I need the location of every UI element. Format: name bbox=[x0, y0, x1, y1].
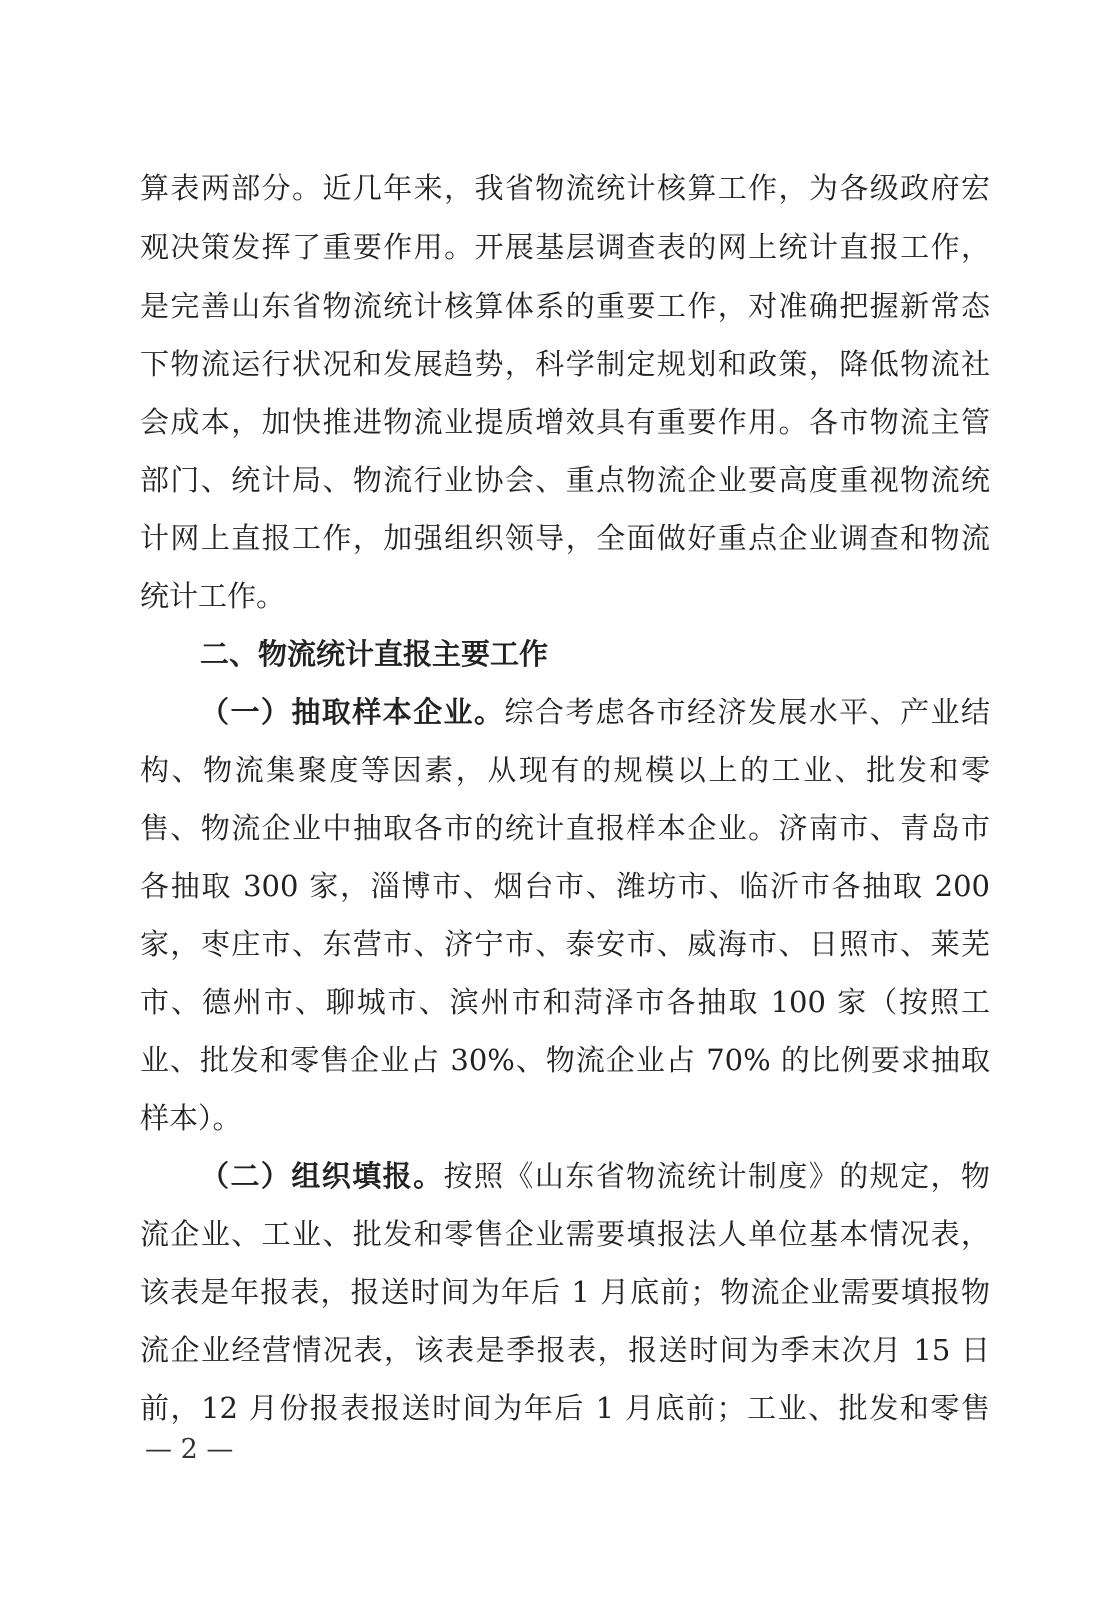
subsection-2-first-line bbox=[200, 1154, 990, 1198]
subsection-1-label: （一）抽取样本企业。 bbox=[200, 695, 505, 729]
subsection-1-line-4: 各抽取 300 家，淄博市、烟台市、潍坊市、临沂市各抽取 200 bbox=[140, 869, 990, 903]
paragraph-1-line-8: 统计工作。 bbox=[140, 579, 286, 613]
paragraph-1-line-5: 会成本，加快推进物流业提质增效具有重要作用。各市物流主管 bbox=[140, 405, 990, 439]
subsection-2-line-5: 前，12 月份报表报送时间为年后 1 月底前；工业、批发和零售 bbox=[140, 1391, 990, 1425]
section-heading: 二、物流统计直报主要工作 bbox=[200, 637, 549, 671]
paragraph-1-line-3: 是完善山东省物流统计核算体系的重要工作，对准确把握新常态 bbox=[140, 289, 990, 323]
subsection-1-line-3: 售、物流企业中抽取各市的统计直报样本企业。济南市、青岛市 bbox=[140, 811, 990, 845]
subsection-1-line-8: 样本）。 bbox=[140, 1101, 242, 1135]
subsection-2-line-2: 流企业、工业、批发和零售企业需要填报法人单位基本情况表， bbox=[140, 1217, 990, 1251]
subsection-1-line-2: 构、物流集聚度等因素，从现有的规模以上的工业、批发和零 bbox=[140, 753, 990, 787]
subsection-2-label: （二）组织填报。 bbox=[200, 1159, 444, 1193]
subsection-1-first-line bbox=[200, 690, 990, 734]
subsection-1-line-6: 市、德州市、聊城市、滨州市和菏泽市各抽取 100 家（按照工 bbox=[140, 985, 990, 1019]
subsection-2-line-3: 该表是年报表，报送时间为年后 1 月底前；物流企业需要填报物 bbox=[140, 1275, 990, 1309]
paragraph-1-line-2: 观决策发挥了重要作用。开展基层调查表的网上统计直报工作， bbox=[140, 230, 990, 264]
paragraph-1-line-1: 算表两部分。近几年来，我省物流统计核算工作，为各级政府宏 bbox=[140, 171, 990, 205]
subsection-1-first-line-text: 综合考虑各市经济发展水平、产业结 bbox=[504, 695, 990, 729]
subsection-2-line-4: 流企业经营情况表，该表是季报表，报送时间为季末次月 15 日 bbox=[140, 1333, 990, 1367]
subsection-1-line-5: 家，枣庄市、东营市、济宁市、泰安市、威海市、日照市、莱芜 bbox=[140, 927, 990, 961]
paragraph-1-line-7: 计网上直报工作，加强组织领导，全面做好重点企业调查和物流 bbox=[140, 521, 990, 555]
paragraph-1-line-6: 部门、统计局、物流行业协会、重点物流企业要高度重视物流统 bbox=[140, 463, 990, 497]
subsection-1-line-7: 业、批发和零售企业占 30%、物流企业占 70% 的比例要求抽取 bbox=[140, 1043, 990, 1077]
page-number: — 2 — bbox=[145, 1434, 234, 1465]
paragraph-1-line-4: 下物流运行状况和发展趋势，科学制定规划和政策，降低物流社 bbox=[140, 347, 990, 381]
subsection-2-first-line-text: 按照《山东省物流统计制度》的规定，物 bbox=[443, 1159, 990, 1193]
